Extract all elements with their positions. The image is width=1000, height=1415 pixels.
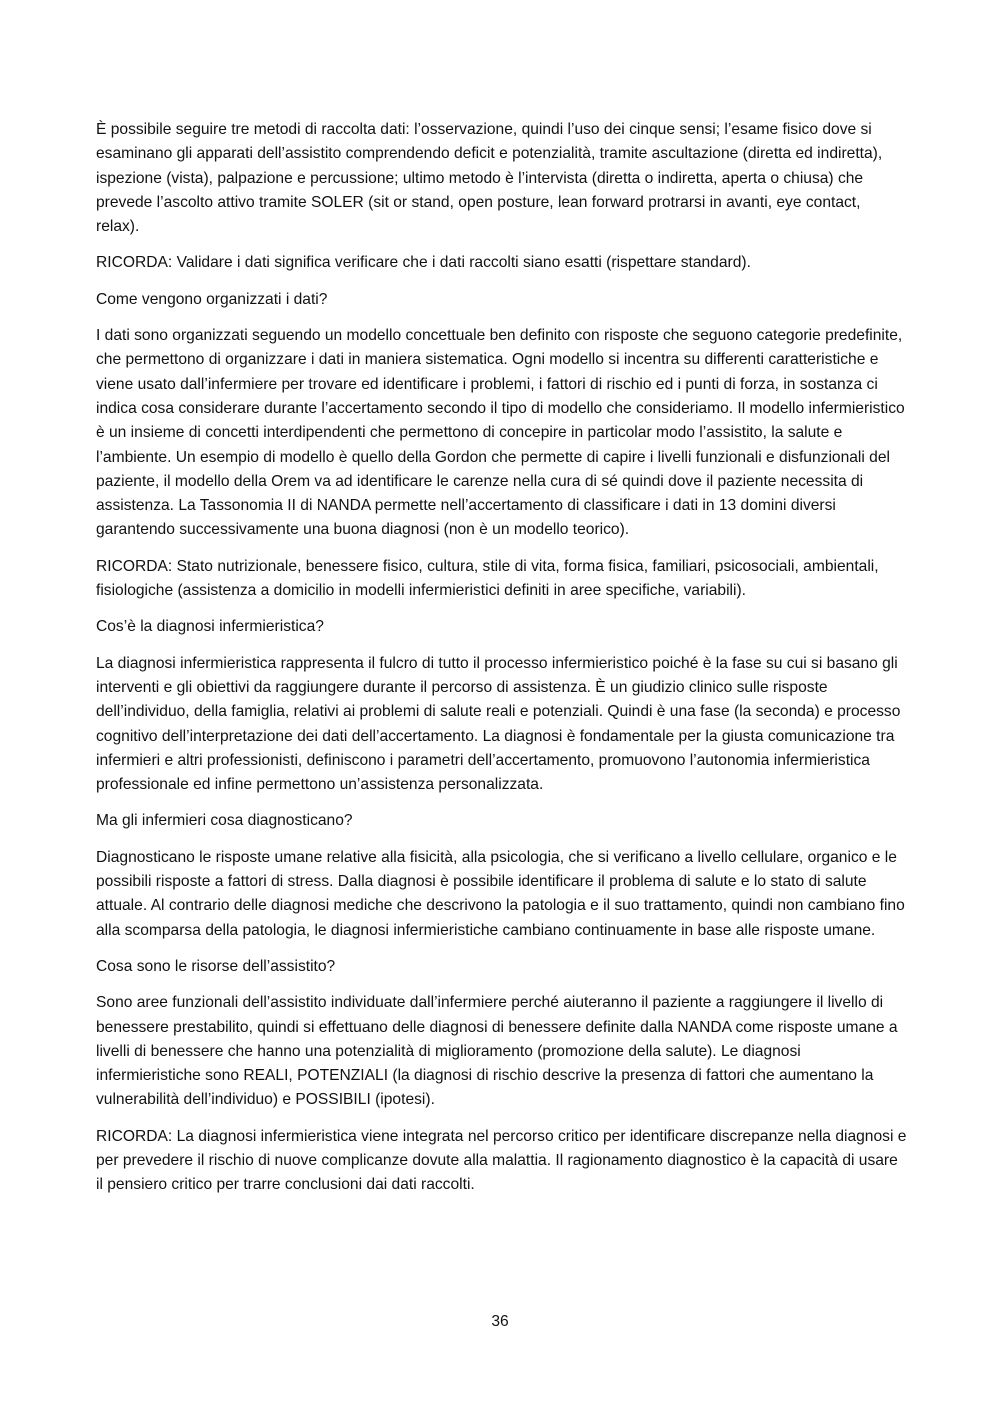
paragraph-reminder-assessment-areas: RICORDA: Stato nutrizionale, benessere fisico, cultura, stile di vita, forma fisica, familiari, psicosociali, ambientali, fisiologiche (assistenza a domicilio in modelli infermieristici definiti in aree specifiche, variabili). — [96, 557, 879, 600]
paragraph-what-nurses-diagnose: Diagnosticano le risposte umane relative alla fisicità, alla psicologia, che si verificano a livello cellulare, organico e le possibili risposte a fattori di stress. Dalla diagnosi è possibile identificare il problema di salute e lo stato di salute attuale. Al contrario delle diagnosi mediche che descrivono la patologia e il suo trattamento, quindi non cambiano fino alla scomparsa della patologia, le diagnosi infermieristiche cambiano continuamente in base alle risposte umane. — [96, 848, 905, 939]
document-body — [96, 118, 908, 1210]
paragraph-reminder-diagnostic-reasoning: RICORDA: La diagnosi infermieristica viene integrata nel percorso critico per identificare discrepanze nella diagnosi e per prevedere il rischio di nuove complicanze dovute alla malattia. Il ragionamento diagnostico è la capacità di usare il pensiero critico per trarre conclusioni dai dati raccolti. — [96, 1127, 907, 1194]
paragraph-data-collection-methods: È possibile seguire tre metodi di raccolta dati: l’osservazione, quindi l’uso dei cinque sensi; l’esame fisico dove si esaminano gli apparati dell’assistito comprendendo deficit e potenzialità, tramite ascultazione (diretta ed indiretta), ispezione (vista), palpazione e percussione; ultimo metodo è l’intervista (diretta o indiretta, aperta o chiusa) che prevede l’ascolto attivo tramite SOLER (sit or stand, open posture, lean forward protrarsi in avanti, eye contact, relax). — [96, 121, 883, 236]
paragraph-nursing-diagnosis: La diagnosi infermieristica rappresenta il fulcro di tutto il processo infermieristico poiché è la fase su cui si basano gli interventi e gli obiettivi da raggiungere durante il percorso di assistenza. È un giudizio clinico sulle risposte dell’individuo, della famiglia, relativi ai problemi di salute reali e potenziali. Quindi è una fase (la seconda) e processo cognitivo dell’interpretazione dei dati dell’accertamento. La diagnosi è fondamentale per la giusta comunicazione tra infermieri e altri professionisti, definiscono i parametri dell’accertamento, promuovono l’autonomia infermieristica professionale ed infine permettono un’assistenza personalizzata. — [96, 654, 901, 794]
question-nursing-diagnosis: Cos’è la diagnosi infermieristica? — [96, 618, 324, 636]
question-data-organization: Come vengono organizzati i dati? — [96, 290, 328, 308]
question-patient-resources: Cosa sono le risorse dell’assistito? — [96, 957, 336, 975]
paragraph-data-organization: I dati sono organizzati seguendo un modello concettuale ben definito con risposte che seguono categorie predefinite, che permettono di organizzare i dati in maniera sistematica. Ogni modello si incentra su differenti caratteristiche e viene usato dall’infermiere per trovare ed identificare i problemi, i fattori di rischio ed i punti di forza, in sostanza ci indica cosa considerare durante l’accertamento secondo il tipo di modello che consideriamo. Il modello infermieristico è un insieme di concetti interdipendenti che permettono di concepire in particolar modo l’assistito, la salute e l’ambiente. Un esempio di modello è quello della Gordon che permette di capire i livelli funzionali e disfunzionali del paziente, il modello della Orem va ad identificare le carenze nella cura di sé quindi dove il paziente necessita di assistenza. La Tassonomia II di NANDA permette nell’accertamento di classificare i dati in 13 domini diversi garantendo successivamente una buona diagnosi (non è un modello teorico). — [96, 327, 905, 539]
page-number: 36 — [491, 1313, 509, 1330]
question-what-nurses-diagnose: Ma gli infermieri cosa diagnosticano? — [96, 812, 353, 830]
paragraph-patient-resources: Sono aree funzionali dell’assistito individuate dall’infermiere perché aiuteranno il paziente a raggiungere il livello di benessere prestabilito, quindi si effettuano delle diagnosi di benessere definite dalla NANDA come risposte umane a livelli di benessere che hanno una potenzialità di miglioramento (promozione della salute). Le diagnosi infermieristiche sono REALI, POTENZIALI (la diagnosi di rischio descrive la presenza di fattori che aumentano la vulnerabilità dell’individuo) e POSSIBILI (ipotesi). — [96, 994, 898, 1109]
paragraph-reminder-validate-data: RICORDA: Validare i dati significa verificare che i dati raccolti siano esatti (rispettare standard). — [96, 254, 751, 272]
